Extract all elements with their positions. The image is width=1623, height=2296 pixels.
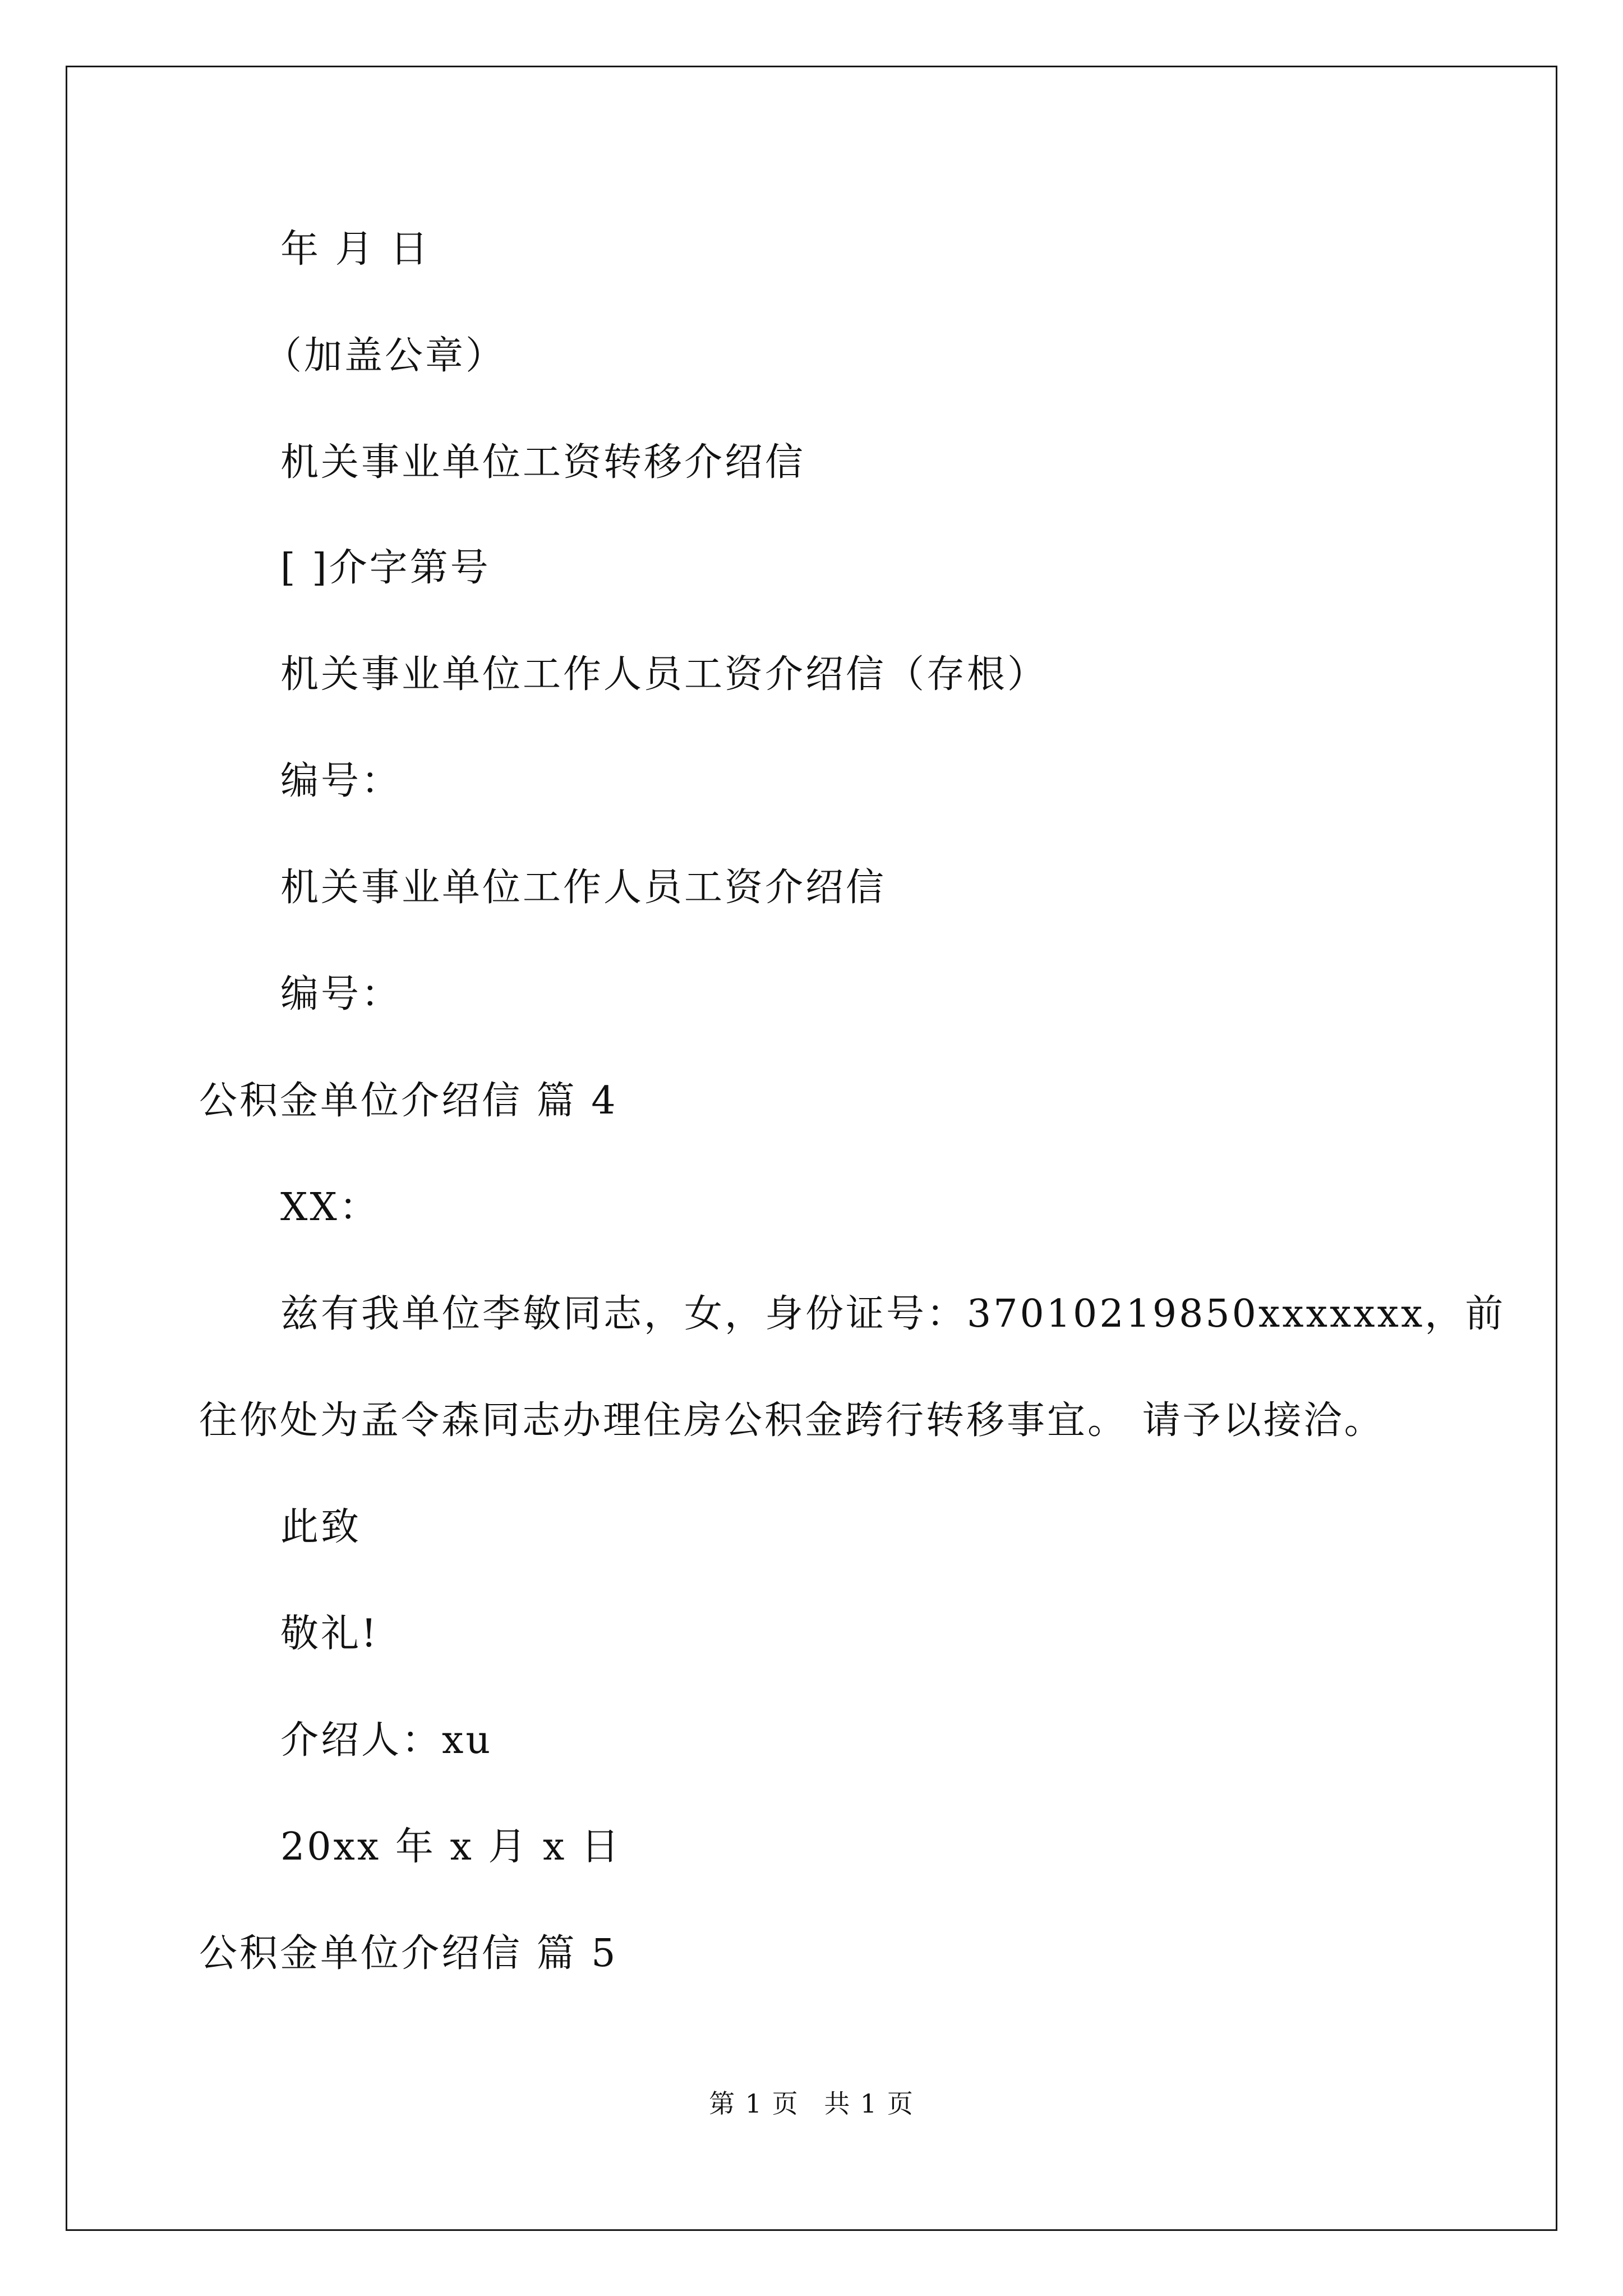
seal-note: （加盖公章） [264,334,506,378]
closing-line: 此致 [280,1505,362,1549]
date-line: 年 月 日 [280,227,431,272]
number-label: 编号： [280,972,402,1016]
reference-number-line: [ ]介字第号 [280,546,491,590]
section-heading: 公积金单位介绍信 篇 4 [199,1079,618,1123]
page-border [66,66,1557,2231]
letter-title: 机关事业单位工资转移介绍信 [280,440,806,485]
signature-date: 20xx 年 x 月 x 日 [280,1825,622,1869]
section-heading: 公积金单位介绍信 篇 5 [199,1931,618,1976]
stub-title: 机关事业单位工作人员工资介绍信（存根） [280,652,1048,697]
page-number: 第 1 页 [709,2088,799,2119]
page-total: 共 1 页 [824,2088,914,2119]
letter-subtitle: 机关事业单位工作人员工资介绍信 [280,866,887,910]
number-label: 编号： [280,759,402,803]
closing-regards: 敬礼! [280,1612,379,1656]
page-footer [0,2087,1623,2120]
salutation: XX： [280,1185,380,1230]
body-paragraph-line: 兹有我单位李敏同志，女，身份证号：37010219850xxxxxxx，前 [280,1292,1506,1336]
body-paragraph-line: 往你处为孟令森同志办理住房公积金跨行转移事宜。 请予以接洽。 [199,1398,1385,1443]
introducer-line: 介绍人：xu [280,1718,493,1763]
